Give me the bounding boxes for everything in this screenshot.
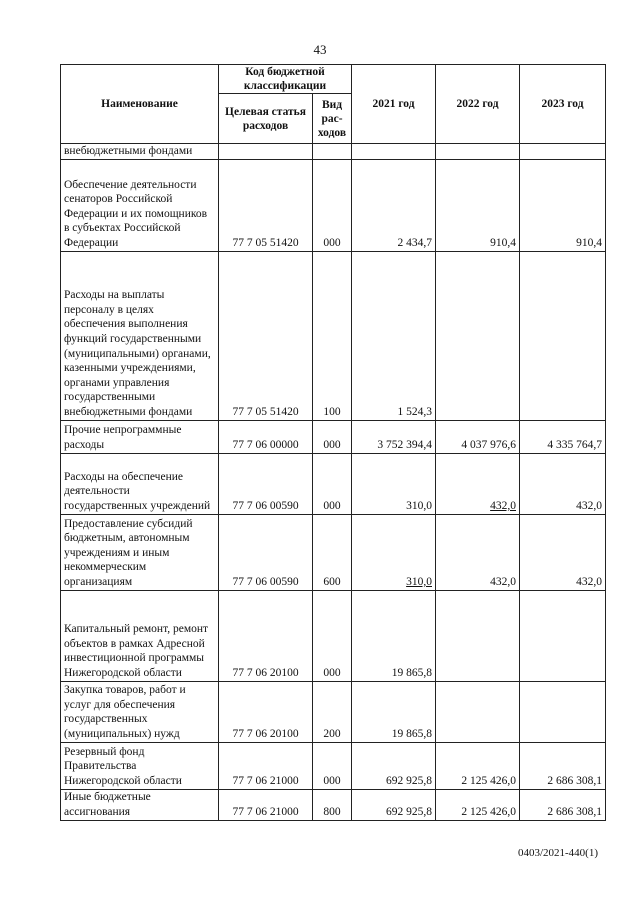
row-2023 [520, 251, 606, 420]
row-type: 600 [313, 514, 352, 590]
row-code: 77 7 06 00590 [219, 514, 313, 590]
row-2023: 432,0 [520, 453, 606, 514]
table-row [61, 742, 606, 789]
row-2023: 2 686 308,1 [520, 789, 606, 820]
row-code: 77 7 06 21000 [219, 789, 313, 820]
header-2022: 2022 год [436, 65, 520, 144]
table-row [61, 789, 606, 820]
row-code: 77 7 06 00590 [219, 453, 313, 514]
row-name: Обеспечение деятельности сенаторов Российской Федерации и их помощников в субъектах Российской Федерации [61, 159, 219, 251]
row-2021: 310,0 [352, 453, 436, 514]
table-row [61, 681, 606, 742]
row-2022: 2 125 426,0 [436, 789, 520, 820]
row-name: Прочие непрограммные расходы [61, 420, 219, 453]
header-2023: 2023 год [520, 65, 606, 144]
row-2022: 432,0 [436, 514, 520, 590]
row-code: 77 7 06 20100 [219, 681, 313, 742]
row-2021: 19 865,8 [352, 681, 436, 742]
row-type [313, 144, 352, 160]
row-2021: 1 524,3 [352, 251, 436, 420]
table-row [61, 453, 606, 514]
row-type: 200 [313, 681, 352, 742]
row-name: Закупка товаров, работ и услуг для обеспечения государственных (муниципальных) нужд [61, 681, 219, 742]
row-code: 77 7 05 51420 [219, 251, 313, 420]
row-2023 [520, 590, 606, 681]
row-2022: 910,4 [436, 159, 520, 251]
row-2021: 3 752 394,4 [352, 420, 436, 453]
page-number: 43 [313, 42, 327, 57]
row-2022: 4 037 976,6 [436, 420, 520, 453]
header-expense-type: Вид рас-ходов [313, 94, 352, 144]
row-2022 [436, 590, 520, 681]
row-2021: 310,0 [352, 514, 436, 590]
row-code: 77 7 05 51420 [219, 159, 313, 251]
document-number: 0403/2021-440(1) [517, 847, 598, 859]
row-2021: 2 434,7 [352, 159, 436, 251]
row-type: 000 [313, 742, 352, 789]
row-name: Резервный фонд Правительства Нижегородской области [61, 742, 219, 789]
row-2022 [436, 681, 520, 742]
row-2022 [436, 144, 520, 160]
table-row [61, 590, 606, 681]
table-row [61, 514, 606, 590]
table-row [61, 251, 606, 420]
row-2021: 19 865,8 [352, 590, 436, 681]
row-2023: 4 335 764,7 [520, 420, 606, 453]
row-name: Расходы на выплаты персоналу в целях обеспечения выполнения функций государственными (муниципальными) органами, казенными учреждениями, органами управления государственными внебюджетными фондами [61, 251, 219, 420]
row-2022: 432,0 [436, 453, 520, 514]
row-2021 [352, 144, 436, 160]
row-2022: 2 125 426,0 [436, 742, 520, 789]
row-type: 100 [313, 251, 352, 420]
row-code [219, 144, 313, 160]
table-row [61, 159, 606, 251]
header-2021: 2021 год [352, 65, 436, 144]
row-2023 [520, 144, 606, 160]
row-type: 000 [313, 453, 352, 514]
row-2023 [520, 681, 606, 742]
header-name: Наименование [61, 65, 219, 144]
row-name: внебюджетными фондами [61, 144, 219, 160]
row-type: 000 [313, 590, 352, 681]
row-2023: 2 686 308,1 [520, 742, 606, 789]
table-row [61, 144, 606, 160]
row-name: Капитальный ремонт, ремонт объектов в рамках Адресной инвестиционной программы Нижегородской области [61, 590, 219, 681]
row-2022 [436, 251, 520, 420]
row-2023: 432,0 [520, 514, 606, 590]
row-type: 000 [313, 159, 352, 251]
table-row [61, 420, 606, 453]
row-code: 77 7 06 20100 [219, 590, 313, 681]
header-target-item: Целевая статья расходов [219, 94, 313, 144]
header-kbk: Код бюджетной классификации [219, 65, 352, 94]
row-type: 000 [313, 420, 352, 453]
row-2021: 692 925,8 [352, 742, 436, 789]
row-name: Предоставление субсидий бюджетным, автономным учреждениям и иным некоммерческим организациям [61, 514, 219, 590]
row-name: Расходы на обеспечение деятельности государственных учреждений [61, 453, 219, 514]
row-2023: 910,4 [520, 159, 606, 251]
row-name: Иные бюджетные ассигнования [61, 789, 219, 820]
row-code: 77 7 06 21000 [219, 742, 313, 789]
budget-table [60, 64, 606, 821]
row-type: 800 [313, 789, 352, 820]
row-2021: 692 925,8 [352, 789, 436, 820]
row-code: 77 7 06 00000 [219, 420, 313, 453]
